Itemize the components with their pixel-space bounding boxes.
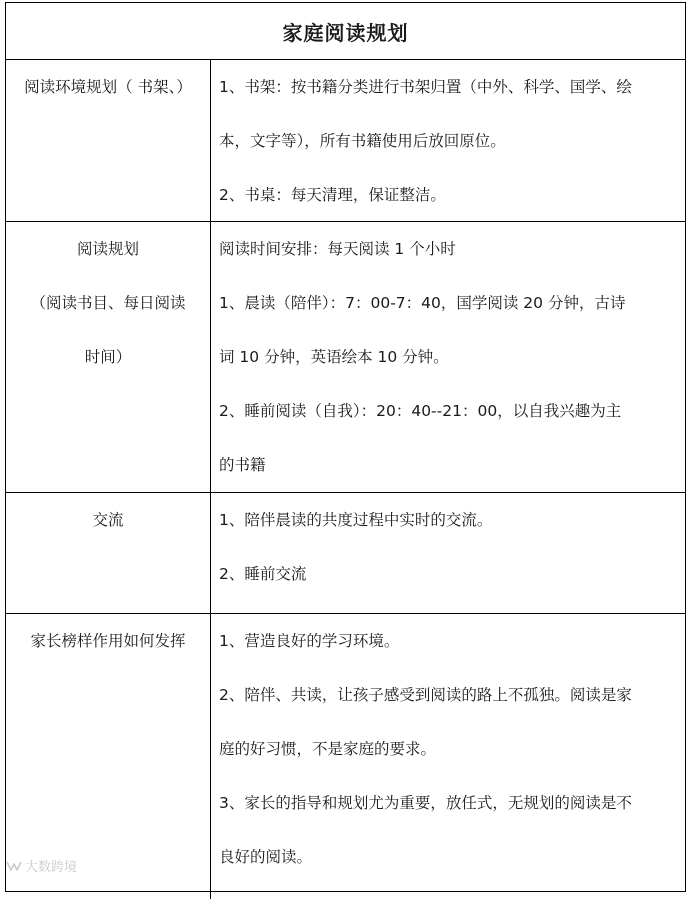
table-title: 家庭阅读规划 [282, 20, 409, 45]
row-content-line: 1、晨读（陪伴）：7：00-7：40，国学阅读 20 分钟，古诗 [219, 294, 626, 312]
row-content-line: 3、家长的指导和规划尤为重要，放任式，无规划的阅读是不 [219, 794, 632, 812]
row-2-label-cell [6, 222, 210, 384]
row-content-line: 庭的好习惯，不是家庭的要求。 [219, 740, 437, 758]
watermark [6, 856, 77, 875]
watermark-text: 大数跨境 [25, 860, 78, 875]
row-label-line: 家长榜样作用如何发挥 [30, 632, 186, 650]
row-content-line: 阅读时间安排：每天阅读 1 个小时 [219, 240, 456, 258]
row-content-line: 2、陪伴、共读，让孩子感受到阅读的路上不孤独。阅读是家 [219, 686, 632, 704]
row-label-line: （阅读书目、每日阅读 [30, 294, 186, 312]
row-content-line: 2、睡前阅读（自我）：20：40--21：00，以自我兴趣为主 [219, 402, 622, 420]
row-2-content-cell [219, 222, 681, 492]
row-content-line: 2、书桌：每天清理，保证整洁。 [219, 186, 446, 204]
row-content-line: 的书籍 [219, 456, 266, 474]
row-1-label-cell [6, 60, 210, 114]
row-4-label-cell [6, 614, 210, 668]
row-1-content-cell [219, 60, 681, 222]
row-label-line: 时间） [84, 348, 132, 366]
watermark-logo-icon [6, 859, 22, 873]
row-content-line: 词 10 分钟，英语绘本 10 分钟。 [219, 348, 449, 366]
reading-plan-table [5, 2, 686, 892]
row-content-line: 2、睡前交流 [219, 565, 307, 583]
row-content-line: 良好的阅读。 [219, 848, 313, 866]
row-content-line: 1、书架：按书籍分类进行书架归置（中外、科学、国学、绘 [219, 78, 632, 96]
row-content-line: 1、陪伴晨读的共度过程中实时的交流。 [219, 511, 493, 529]
row-3-content-cell [219, 493, 681, 601]
row-4-content-cell [219, 614, 681, 884]
column-divider [210, 59, 211, 899]
row-label-line: 交流 [92, 511, 124, 529]
row-label-line: 阅读环境规划（ 书架、） [24, 78, 192, 96]
row-content-line: 本，文字等），所有书籍使用后放回原位。 [219, 132, 506, 150]
row-3-label-cell [6, 493, 210, 547]
table-title-row [6, 3, 685, 60]
row-label-line: 阅读规划 [76, 240, 139, 258]
row-content-line: 1、营造良好的学习环境。 [219, 632, 400, 650]
